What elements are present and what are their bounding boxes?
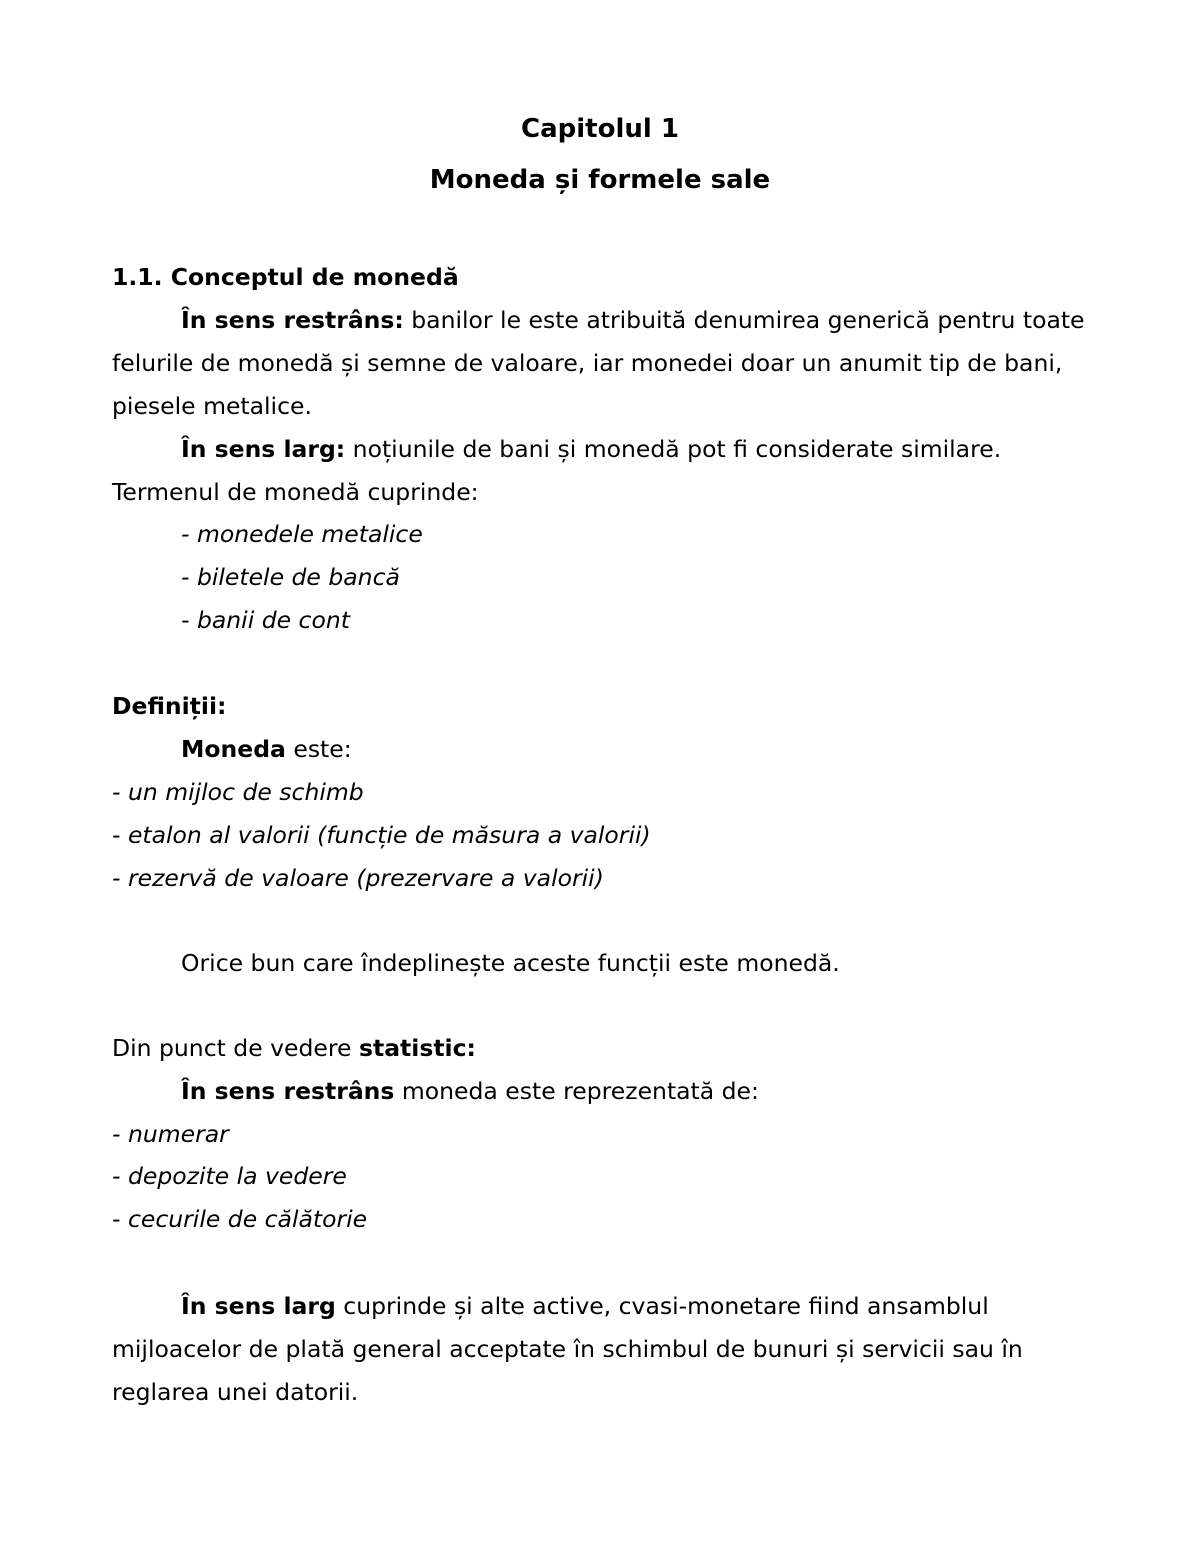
paragraph-narrow-sense	[181, 305, 1085, 335]
paragraph-text: noțiunile de bani și monedă pot fi considerate similare.	[345, 435, 1002, 463]
paragraph-line: felurile de monedă și semne de valoare, iar monedei doar un anumit tip de bani,	[112, 349, 1063, 377]
paragraph-line: Termenul de monedă cuprinde:	[112, 478, 479, 506]
list-item: - banii de cont	[181, 606, 350, 634]
paragraph-text: moneda este reprezentată de:	[394, 1077, 759, 1105]
list-item: - monedele metalice	[181, 520, 423, 548]
term-statistic: statistic:	[358, 1034, 476, 1062]
definition-intro-text: este:	[285, 735, 352, 763]
statistic-narrow-sense	[181, 1076, 759, 1106]
definitions-heading: Definiții:	[112, 692, 227, 720]
list-item: - numerar	[112, 1120, 229, 1148]
list-item: - un mijloc de schimb	[112, 778, 364, 806]
term-broad-sense: În sens larg:	[181, 435, 346, 463]
term-moneda: Moneda	[181, 735, 286, 763]
chapter-number: Capitolul 1	[521, 114, 679, 144]
list-item: - etalon al valorii (funcție de măsura a valorii)	[112, 821, 651, 849]
term-narrow-sense: În sens restrâns:	[181, 306, 404, 334]
paragraph-broad-sense	[181, 434, 1001, 464]
list-item: - depozite la vedere	[112, 1162, 347, 1190]
paragraph-text: cuprinde și alte active, cvasi-monetare fiind ansamblul	[335, 1292, 989, 1320]
statistic-intro	[112, 1033, 476, 1063]
paragraph-line: piesele metalice.	[112, 392, 312, 420]
chapter-title: Moneda și formele sale	[429, 165, 771, 195]
paragraph-line: mijloacelor de plată general acceptate în schimbul de bunuri și servicii sau în	[112, 1335, 1023, 1363]
term-narrow-sense: În sens restrâns	[181, 1077, 395, 1105]
paragraph-text: banilor le este atribuită denumirea generică pentru toate	[403, 306, 1085, 334]
section-heading: 1.1. Conceptul de monedă	[112, 263, 459, 291]
statistic-intro-text: Din punct de vedere	[112, 1034, 359, 1062]
paragraph-line: reglarea unei datorii.	[112, 1378, 359, 1406]
list-item: - rezervă de valoare (prezervare a valorii)	[112, 864, 604, 892]
list-item: - biletele de bancă	[181, 563, 400, 591]
list-item: - cecurile de călătorie	[112, 1205, 368, 1233]
definition-intro	[181, 734, 352, 764]
statistic-broad-sense	[181, 1291, 989, 1321]
definitions-conclusion: Orice bun care îndeplinește aceste funcții este monedă.	[181, 949, 840, 977]
term-broad-sense: În sens larg	[181, 1292, 336, 1320]
